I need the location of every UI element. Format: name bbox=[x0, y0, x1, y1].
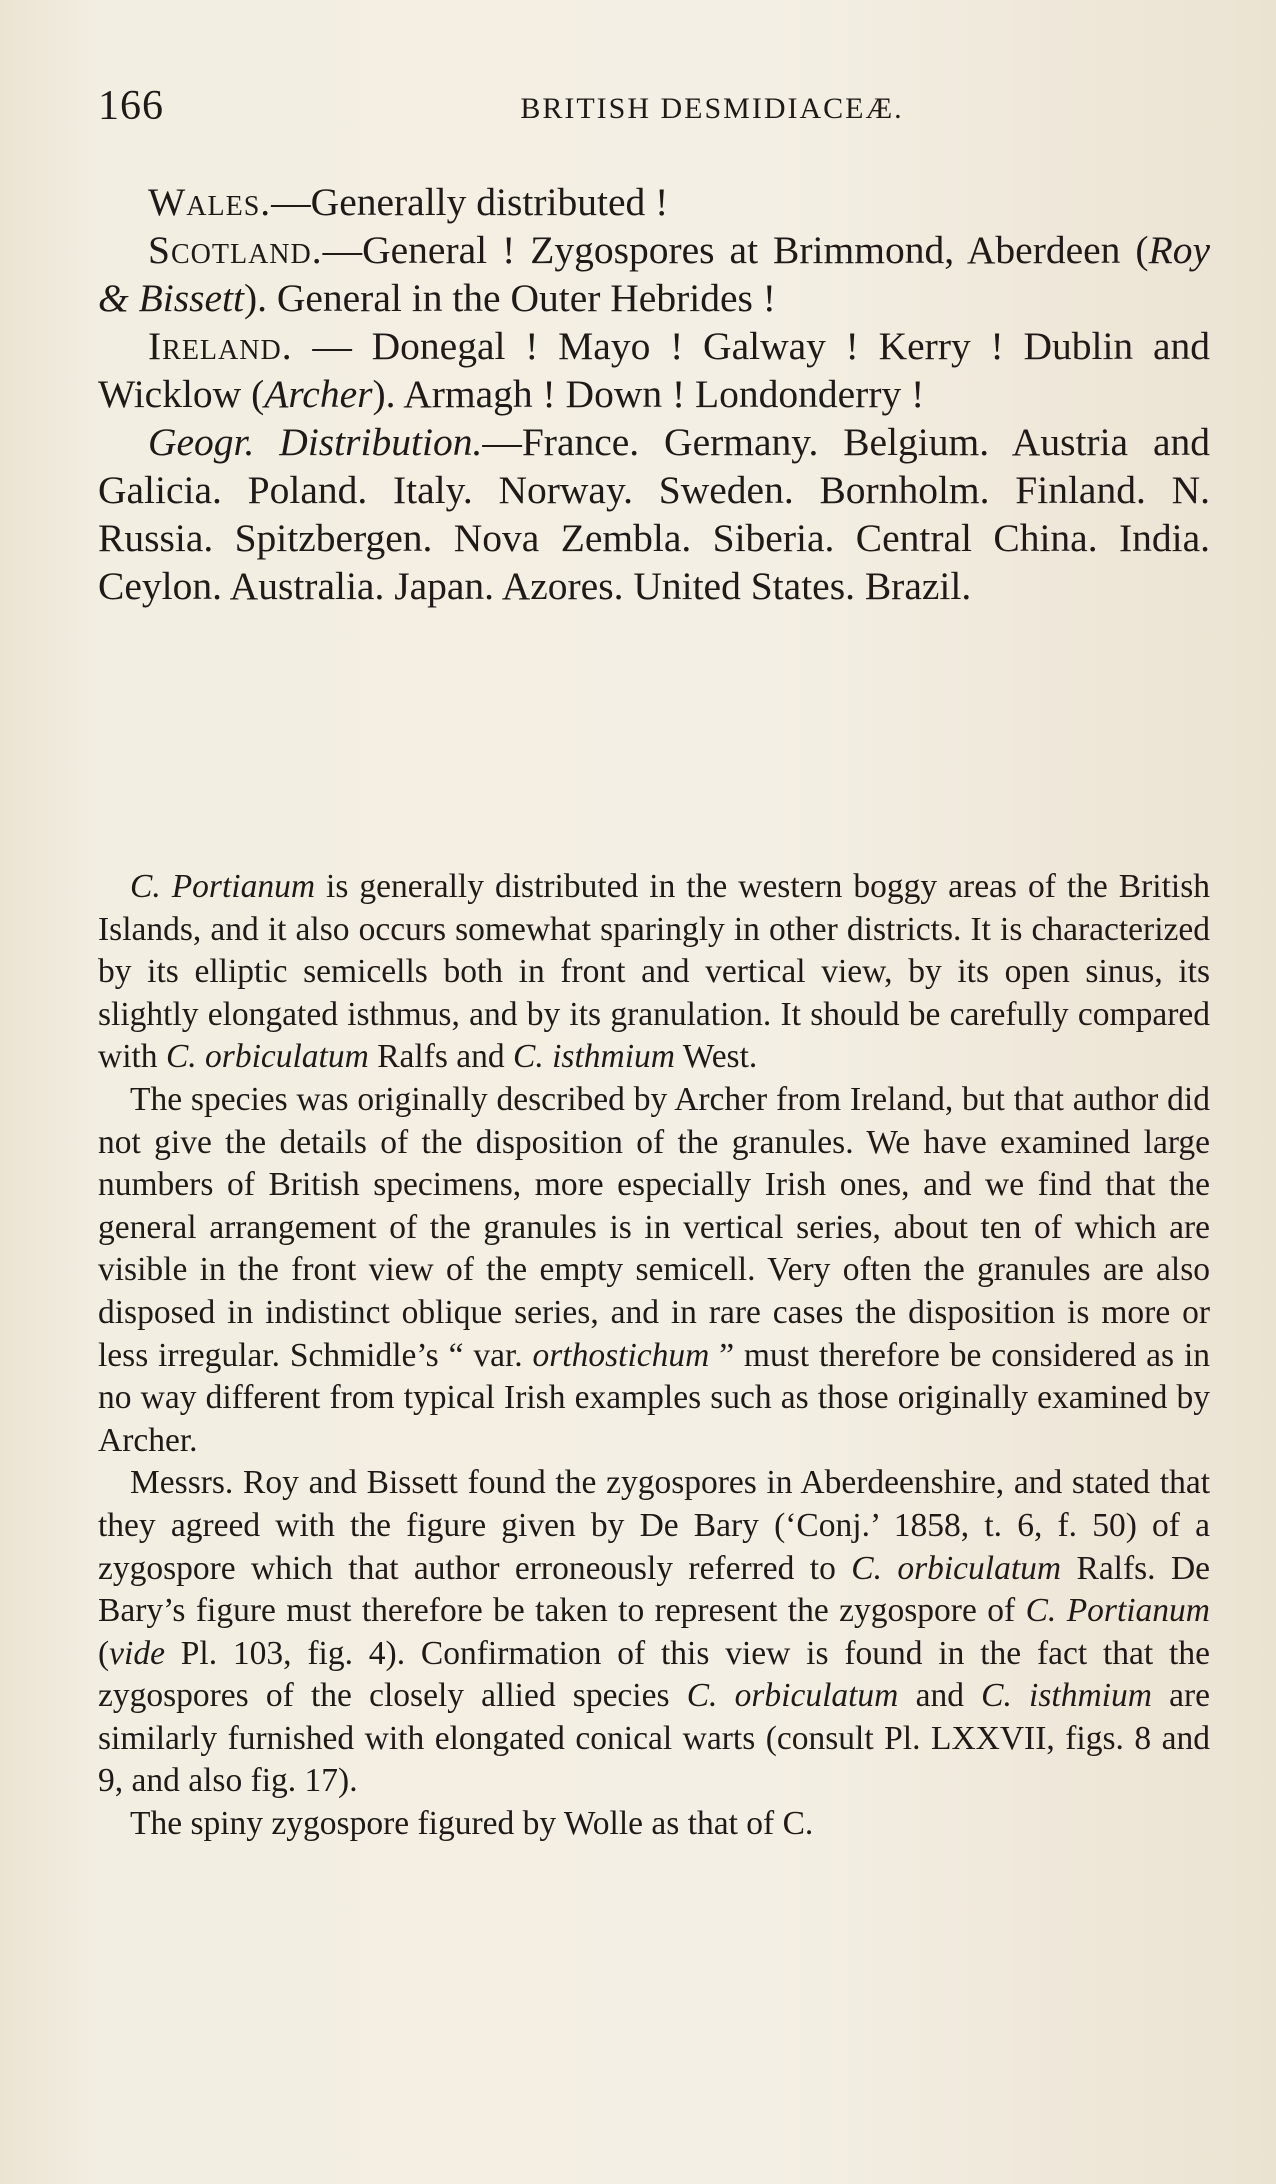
paragraph-3 bbox=[98, 1462, 1210, 1803]
scotland-label: Scotland. bbox=[148, 228, 323, 272]
scotland-entry bbox=[98, 226, 1210, 322]
p3-species-4: C. isthmium bbox=[981, 1677, 1152, 1715]
geo-text: —France. Germany. Belgium. Austria and Galicia. Poland. Italy. Norway. Sweden. Bornholm. Finland. N. Russia. Spitzbergen. Nova Zembla. Siberia. Central China. India. Ceylon. Australia. Japan. Azores. United States. Brazil. bbox=[98, 420, 1210, 608]
running-head bbox=[98, 82, 1206, 142]
p1-text-1: is generally distributed in the western boggy areas of the British Islands, and it also occurs somewhat sparingly in other districts. It is characterized by its elliptic semicells both in front and vertical view, by its open sinus, its slightly elongated isthmus, and by its granulation. It should be carefully compared with bbox=[98, 868, 1210, 1076]
p3-text-5: and bbox=[898, 1677, 982, 1715]
p3-text-3: ( bbox=[98, 1634, 110, 1672]
p1-text-2: Ralfs and bbox=[368, 1038, 514, 1076]
p4-text-1: The spiny zygospore figured by Wolle as that of C. bbox=[130, 1805, 814, 1843]
ireland-entry bbox=[98, 322, 1210, 418]
p3-species-2: C. Portianum bbox=[1025, 1592, 1211, 1630]
running-title: BRITISH DESMIDIACEÆ. bbox=[520, 92, 904, 125]
paragraph-4 bbox=[98, 1803, 1210, 1846]
p1-species-3: C. isthmium bbox=[513, 1038, 675, 1076]
scotland-authors: Roy & Bissett bbox=[98, 228, 1210, 320]
p3-text-1: Messrs. Roy and Bissett found the zygospores in Aberdeenshire, and stated that they agreed with the figure given by De Bary (‘Conj.’ 1858, t. 6, f. 50) of a zygospore which that author erroneously referred to bbox=[98, 1464, 1210, 1587]
p3-species-1: C. orbiculatum bbox=[851, 1549, 1062, 1587]
ireland-label: Ireland. bbox=[148, 324, 293, 368]
wales-text: —Generally distributed ! bbox=[271, 180, 669, 224]
p1-species: C. Portianum bbox=[130, 868, 316, 905]
geo-label: Geogr. Distribution. bbox=[148, 420, 483, 464]
p2-text-2: ” must therefore be considered as in no way different from typical Irish examples such as those originally examined by Archer. bbox=[98, 1336, 1211, 1459]
scotland-text-2: ). General in the Outer Hebrides ! bbox=[243, 276, 776, 320]
p3-text-2: Ralfs. De Bary’s figure must therefore be taken to represent the zygospore of bbox=[98, 1549, 1211, 1630]
p2-text-1: The species was originally described by Archer from Ireland, but that author did not give the details of the disposition of the granules. We have examined large numbers of British specimens, more especially Irish ones, and we find that the general arrangement of the granules is in vertical series, about ten of which are visible in the front view of the empty semicell. Very often the granules are also disposed in indistinct oblique series, and in rare cases the disposition is more or less irregular. Schmidle’s “ var. bbox=[98, 1080, 1210, 1374]
p1-species-2: C. orbiculatum bbox=[165, 1038, 369, 1076]
p3-vide: vide bbox=[109, 1634, 165, 1672]
geographic-distribution-entry bbox=[98, 418, 1210, 610]
p3-text-4: Pl. 103, fig. 4). Confirmation of this view is found in the fact that the zygospores of the closely allied species bbox=[98, 1634, 1210, 1715]
p3-text-6: are similarly furnished with elongated conical warts (consult Pl. LXXVII, figs. 8 and 9, and also fig. 17). bbox=[98, 1677, 1210, 1800]
wales-entry bbox=[98, 178, 1210, 226]
paragraph-2 bbox=[98, 1079, 1210, 1462]
paragraph-1 bbox=[98, 866, 1210, 1079]
notes-section bbox=[98, 866, 1210, 1846]
page-number: 166 bbox=[98, 83, 164, 129]
ireland-author: Archer bbox=[264, 372, 373, 416]
p2-variety: orthostichum bbox=[532, 1336, 710, 1374]
distribution-section bbox=[98, 178, 1210, 610]
ireland-text-2: ). Armagh ! Down ! Londonderry ! bbox=[372, 372, 925, 416]
wales-label: Wales. bbox=[148, 180, 272, 224]
p3-species-3: C. orbiculatum bbox=[686, 1677, 899, 1715]
p1-text-3: West. bbox=[674, 1038, 758, 1076]
ireland-text-1: — Donegal ! Mayo ! Galway ! Kerry ! Dublin and Wicklow ( bbox=[98, 324, 1210, 416]
scotland-text-1: —General ! Zygospores at Brimmond, Aberdeen ( bbox=[322, 228, 1149, 272]
